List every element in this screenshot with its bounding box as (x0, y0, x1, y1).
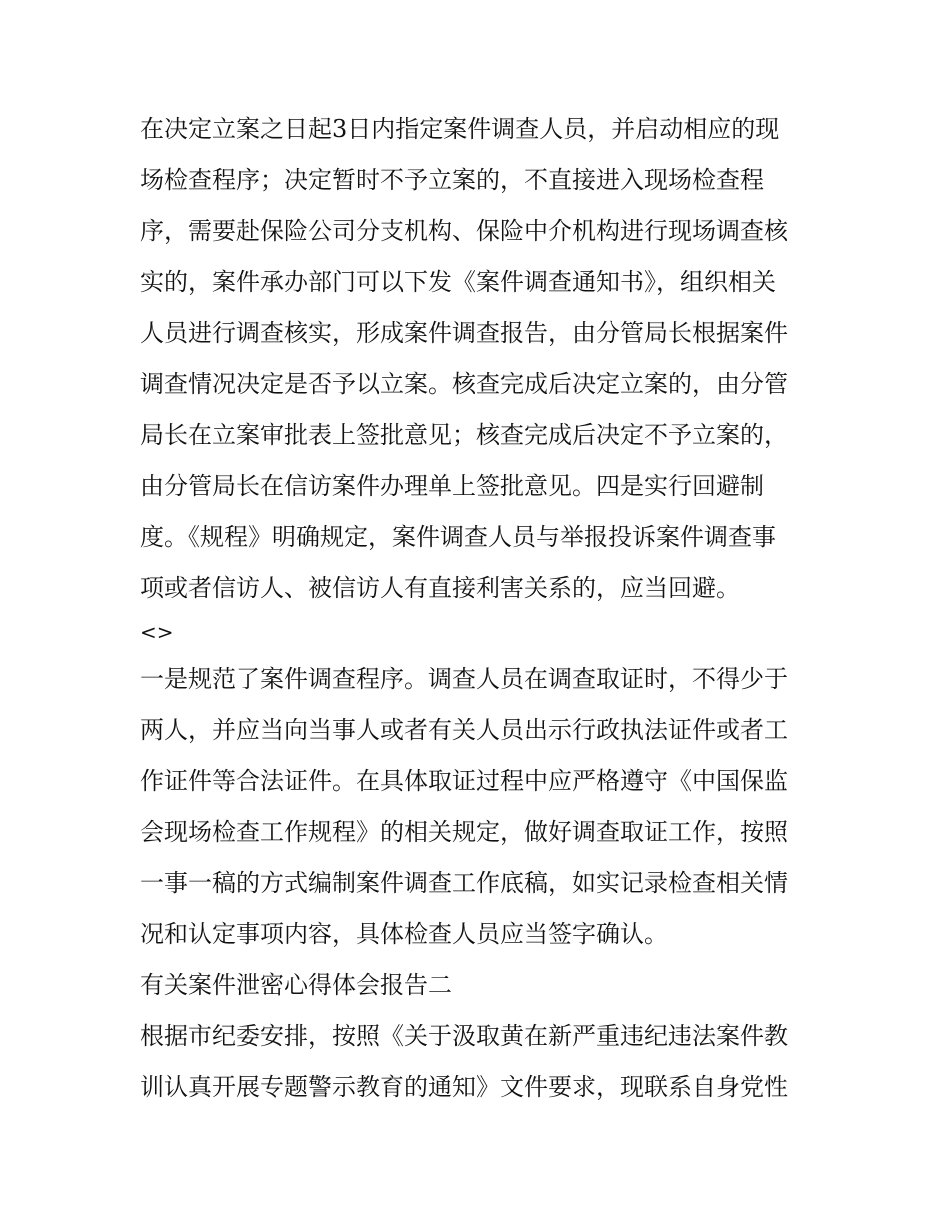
text-line: 由分管局长在信访案件办理单上签批意见。四是实行回避制 (140, 472, 764, 500)
text-line: 会现场检查工作规程》的相关规定，做好调查取证工作，按照 (140, 818, 788, 846)
placeholder-marker: <> (140, 620, 174, 644)
text-line: 根据市纪委安排，按照《关于汲取黄在新严重违纪违法案件教 (140, 1022, 788, 1050)
text-line: 两人，并应当向当事人或者有关人员出示行政执法证件或者工 (140, 716, 788, 744)
text-line: 一事一稿的方式编制案件调查工作底稿，如实记录检查相关情 (140, 869, 788, 897)
text-line: 调查情况决定是否予以立案。核查完成后决定立案的，由分管 (140, 370, 788, 398)
text-line: 况和认定事项内容，具体检查人员应当签字确认。 (140, 920, 668, 948)
text-line: 作证件等合法证件。在具体取证过程中应严格遵守《中国保监 (140, 767, 788, 795)
text-line: 局长在立案审批表上签批意见；核查完成后决定不予立案的， (140, 421, 788, 449)
text-line: 人员进行调查核实，形成案件调查报告，由分管局长根据案件 (140, 319, 788, 347)
text-line: 项或者信访人、被信访人有直接利害关系的，应当回避。 (140, 574, 740, 602)
text-line: 训认真开展专题警示教育的通知》文件要求，现联系自身党性 (140, 1073, 788, 1101)
section-heading: 有关案件泄密心得体会报告二 (140, 971, 452, 999)
text-line: 在决定立案之日起3日内指定案件调查人员，并启动相应的现 (140, 115, 780, 143)
text-line: 实的，案件承办部门可以下发《案件调查通知书》，组织相关 (140, 268, 776, 296)
text-line: 场检查程序；决定暂时不予立案的，不直接进入现场检查程 (140, 166, 764, 194)
text-line: 一是规范了案件调查程序。调查人员在调查取证时，不得少于 (140, 665, 788, 693)
text-line: 度。《规程》明确规定，案件调查人员与举报投诉案件调查事 (140, 523, 776, 551)
text-line: 序，需要赴保险公司分支机构、保险中介机构进行现场调查核 (140, 217, 788, 245)
